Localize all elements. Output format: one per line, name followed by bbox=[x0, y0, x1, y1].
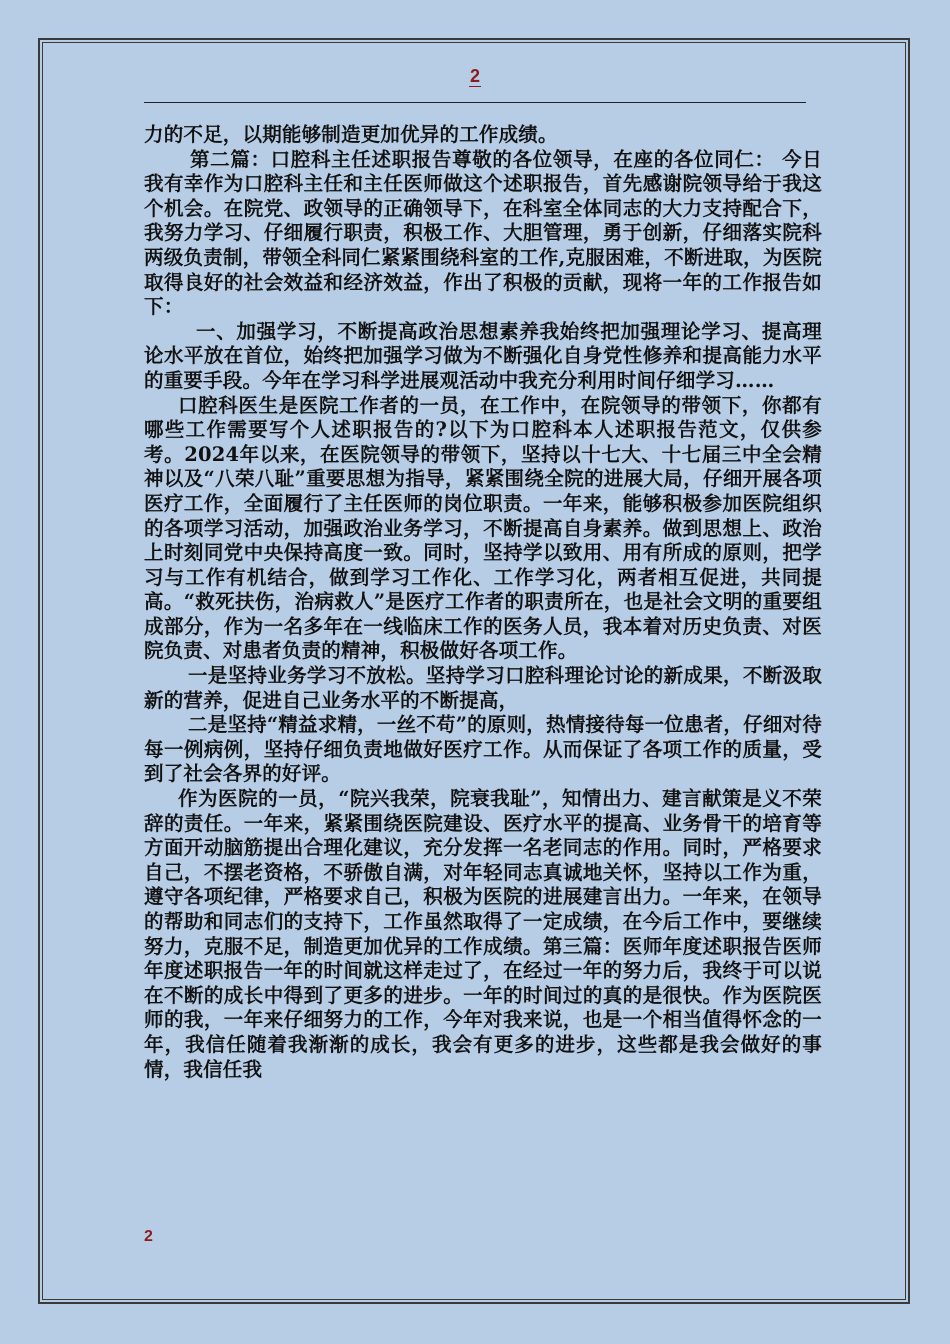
paragraph: 作为医院的一员，“院兴我荣，院衰我耻”，知情出力、建言献策是义不荣辞的责任。一年来，紧紧围绕医院建设、医疗水平的提高、业务骨干的培育等方面开动脑筋提出合理化建议，充分发挥一名老同志的作用。同时，严格要求自己，不摆老资格，不骄傲自满，对年轻同志真诚地关怀，坚持以工作为重，遵守各项纪律，严格要求自己，积极为医院的进展建言出力。一年来，在领导的帮助和同志们的支持下，工作虽然取得了一定成绩，在今后工作中，要继续努力，克服不足，制造更加优异的工作成绩。第三篇：医师年度述职报告医师年度述职报告一年的时间就这样走过了，在经过一年的努力后，我终于可以说在不断的成长中得到了更多的进步。一年的时间过的真的是很快。作为医院医师的我，一年来仔细努力的工作，今年对我来说，也是一个相当值得怀念的一年，我信任随着我渐渐的成长，我会有更多的进步，这些都是我会做好的事情，我信任我 bbox=[144, 787, 822, 1081]
paragraph: 二是坚持“精益求精，一丝不苟”的原则，热情接待每一位患者，仔细对待每一例病例，坚持仔细负责地做好医疗工作。从而保证了各项工作的质量，受到了社会各界的好评。 bbox=[144, 713, 822, 786]
paragraph: 一、加强学习，不断提高政治思想素养我始终把加强理论学习、提高理论水平放在首位，始终把加强学习做为不断强化自身党性修养和提高能力水平的重要手段。今年在学习科学进展观活动中我充分利用时间仔细学习…… bbox=[144, 319, 822, 392]
paragraph: 一是坚持业务学习不放松。坚持学习口腔科理论讨论的新成果，不断汲取新的营养，促进自己业务水平的不断提高， bbox=[144, 664, 822, 712]
document-body bbox=[144, 123, 822, 1082]
paragraph: 口腔科医生是医院工作者的一员，在工作中，在院领导的带领下，你都有哪些工作需要写个人述职报告的?以下为口腔科本人述职报告范文，仅供参考。2024年以来，在医院领导的带领下，坚持以十七大、十七届三中全会精神以及“八荣八耻”重要思想为指导，紧紧围绕全院的进展大局，仔细开展各项医疗工作，全面履行了主任医师的岗位职责。一年来，能够积极参加医院组织的各项学习活动，加强政治业务学习，不断提高自身素养。做到思想上、政治上时刻同党中央保持高度一致。同时，坚持学以致用、用有所成的原则，把学习与工作有机结合，做到学习工作化、工作学习化，两者相互促进，共同提高。“救死扶伤，治病救人”是医疗工作者的职责所在，也是社会文明的重要组成部分，作为一名多年在一线临床工作的医务人员，我本着对历史负责、对医院负责、对患者负责的精神，积极做好各项工作。 bbox=[144, 393, 822, 663]
paragraph: 第二篇：口腔科主任述职报告尊敬的各位领导，在座的各位同仁： 今日我有幸作为口腔科主任和主任医师做这个述职报告，首先感谢院领导给于我这个机会。在院党、政领导的正确领导下，在科室全体同志的大力支持配合下，我努力学习、仔细履行职责，积极工作、大胆管理，勇于创新，仔细落实院科两级负责制，带领全科同仁紧紧围绕科室的工作,克服困难，不断进取，为医院取得良好的社会效益和经济效益，作出了积极的贡献，现将一年的工作报告如下： bbox=[144, 147, 822, 319]
header-page-number: 2 bbox=[469, 66, 480, 86]
footer-page-number: 2 bbox=[144, 1228, 153, 1245]
header-divider bbox=[144, 102, 806, 103]
paragraph: 力的不足，以期能够制造更加优异的工作成绩。 bbox=[144, 123, 558, 146]
